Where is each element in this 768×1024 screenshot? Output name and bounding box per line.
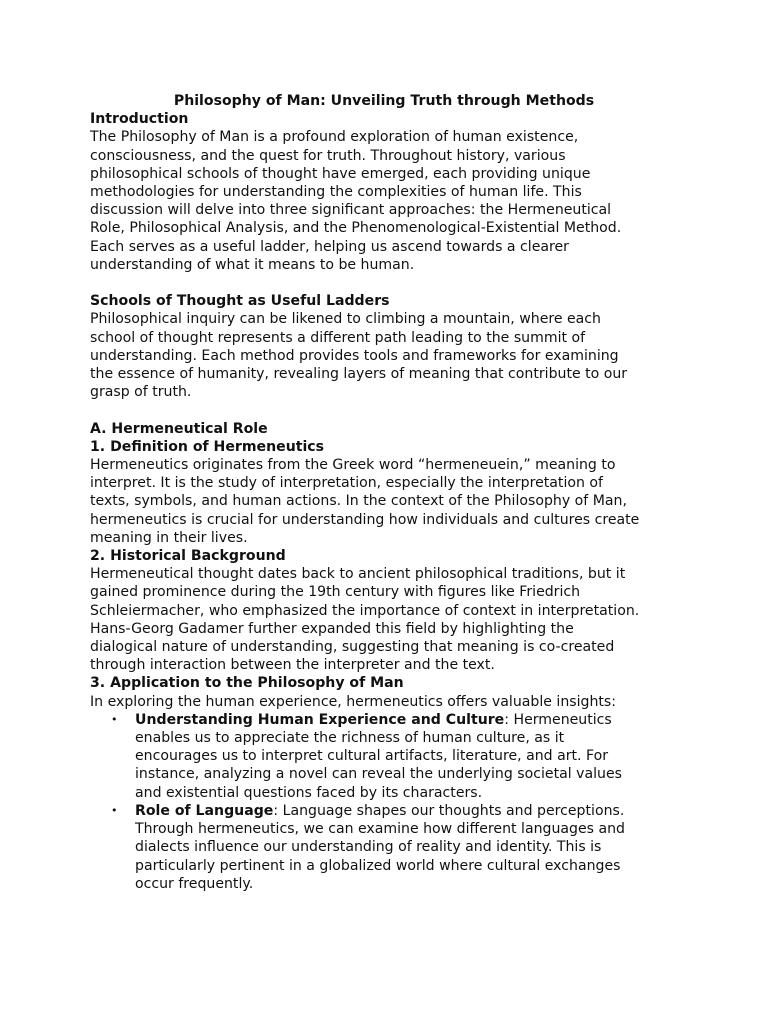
paragraph-line: gained prominence during the 19th century with figures like Friedrich — [90, 584, 581, 601]
paragraph-line: hermeneutics is crucial for understanding how individuals and cultures create — [90, 511, 640, 528]
paragraph-line: interpret. It is the study of interpretation, especially the interpretation of — [90, 475, 603, 492]
paragraph-line: Schleiermacher, who emphasized the importance of context in interpretation. — [90, 602, 640, 619]
paragraph-line: Role, Philosophical Analysis, and the Phenomenological-Existential Method. — [90, 220, 622, 237]
application-intro: In exploring the human experience, hermeneutics offers valuable insights: — [90, 693, 617, 710]
list-item-line: Through hermeneutics, we can examine how different languages and — [135, 821, 625, 838]
blank-line — [90, 401, 690, 419]
paragraph-line: discussion will delve into three significant approaches: the Hermeneutical — [90, 202, 612, 219]
bullet-icon: • — [111, 803, 118, 817]
paragraph-line: through interaction between the interpreter and the text. — [90, 657, 495, 674]
intro-heading: Introduction — [90, 111, 189, 128]
paragraph-line: Philosophical inquiry can be likened to climbing a mountain, where each — [90, 311, 601, 328]
list-item-line: encourages us to interpret cultural artifacts, literature, and art. For — [135, 748, 609, 765]
history-paragraph — [90, 565, 690, 674]
paragraph-line: meaning in their lives. — [90, 529, 248, 546]
list-item-line: instance, analyzing a novel can reveal the underlying societal values — [135, 766, 622, 783]
application-heading: 3. Application to the Philosophy of Man — [90, 675, 404, 692]
bullet-list — [90, 711, 690, 893]
bullet-icon: • — [111, 712, 118, 726]
section-a-heading: A. Hermeneutical Role — [90, 420, 268, 437]
paragraph-line: grasp of truth. — [90, 384, 192, 401]
paragraph-line: Each serves as a useful ladder, helping us ascend towards a clearer — [90, 238, 569, 255]
blank-line — [90, 274, 690, 292]
list-item-first-line — [135, 802, 690, 820]
list-item-text: : Language shapes our thoughts and perceptions. — [273, 802, 625, 819]
schools-heading: Schools of Thought as Useful Ladders — [90, 293, 390, 310]
paragraph-line: methodologies for understanding the complexities of human life. This — [90, 184, 582, 201]
list-item-line: dialects influence our understanding of reality and identity. This is — [135, 839, 602, 856]
paragraph-line: understanding of what it means to be human. — [90, 256, 415, 273]
paragraph-line: Hermeneutics originates from the Greek word “hermeneuein,” meaning to — [90, 457, 616, 474]
list-item — [111, 802, 690, 893]
list-item-text: : Hermeneutics — [504, 711, 612, 728]
paragraph-line: philosophical schools of thought have emerged, each providing unique — [90, 165, 591, 182]
paragraph-line: The Philosophy of Man is a profound exploration of human existence, — [90, 129, 579, 146]
list-item-line: particularly pertinent in a globalized world where cultural exchanges — [135, 857, 621, 874]
list-item-line: enables us to appreciate the richness of human culture, as it — [135, 730, 565, 747]
document-page — [90, 92, 690, 893]
list-item-term: Understanding Human Experience and Culture — [135, 711, 505, 728]
paragraph-line: school of thought represents a different path leading to the summit of — [90, 329, 586, 346]
paragraph-line: consciousness, and the quest for truth. Throughout history, various — [90, 147, 566, 164]
paragraph-line: Hans-Georg Gadamer further expanded this field by highlighting the — [90, 620, 574, 637]
paragraph-line: the essence of humanity, revealing layers of meaning that contribute to our — [90, 366, 628, 383]
list-item-line: occur frequently. — [135, 875, 254, 892]
paragraph-line: dialogical nature of understanding, suggesting that meaning is co-created — [90, 639, 615, 656]
list-item-line: and existential questions faced by its characters. — [135, 784, 483, 801]
paragraph-line: texts, symbols, and human actions. In the context of the Philosophy of Man, — [90, 493, 627, 510]
intro-paragraph — [90, 128, 690, 274]
list-item-first-line — [135, 711, 690, 729]
paragraph-line: understanding. Each method provides tools and frameworks for examining — [90, 347, 619, 364]
list-item-term: Role of Language — [135, 802, 274, 819]
schools-paragraph — [90, 310, 690, 401]
document-title: Philosophy of Man: Unveiling Truth through Methods — [173, 93, 595, 109]
definition-heading: 1. Definition of Hermeneutics — [90, 438, 325, 455]
history-heading: 2. Historical Background — [90, 548, 286, 565]
paragraph-line: Hermeneutical thought dates back to ancient philosophical traditions, but it — [90, 566, 626, 583]
definition-paragraph — [90, 456, 690, 547]
list-item — [111, 711, 690, 802]
